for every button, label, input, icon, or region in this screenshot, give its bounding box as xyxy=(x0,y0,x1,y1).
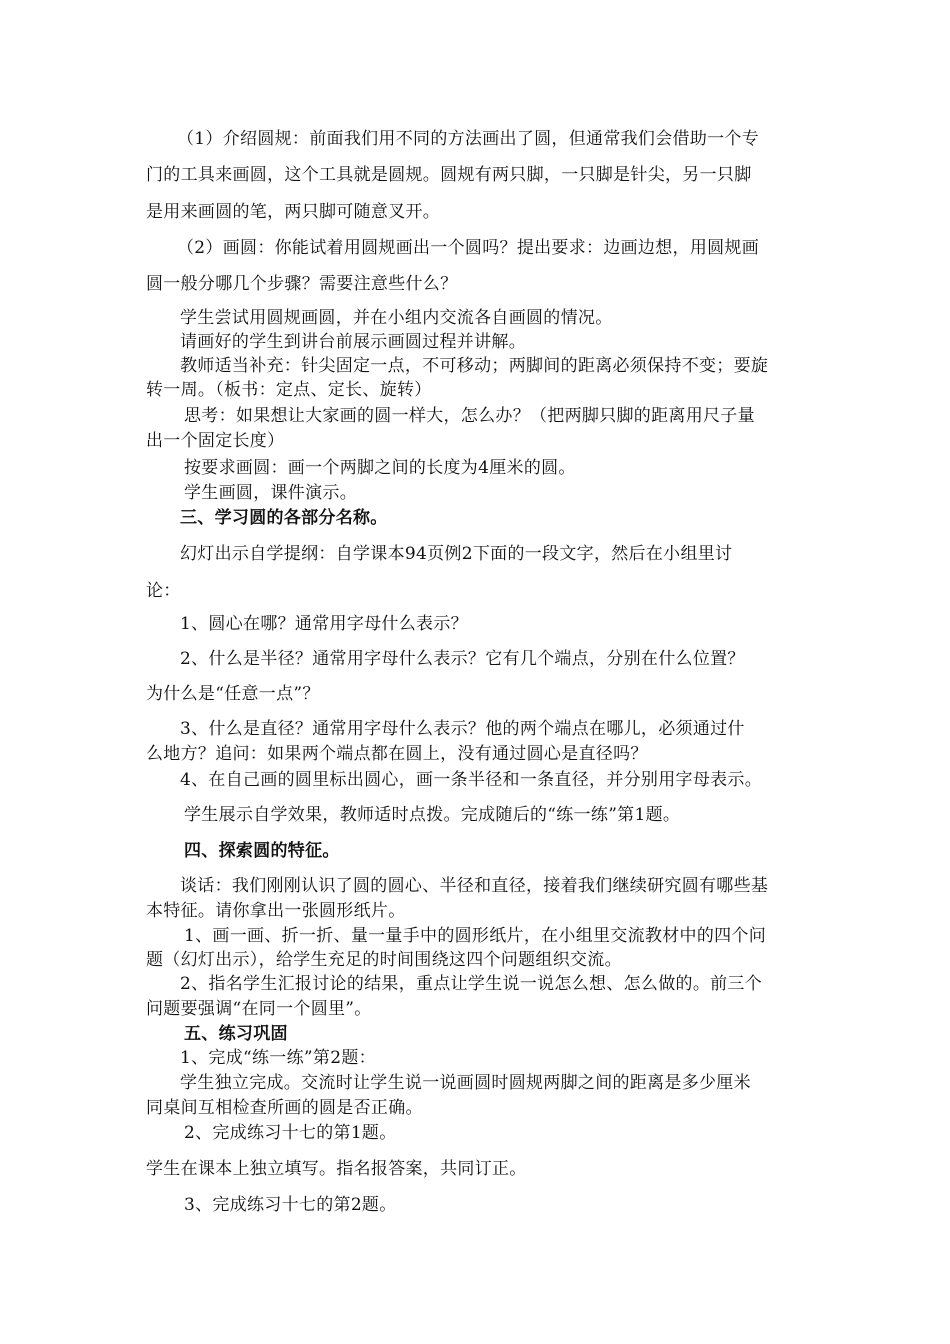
paragraph-line: 谈话：我们刚刚认识了圆的圆心、半径和直径，接着我们继续研究圆有哪些基 xyxy=(180,876,769,896)
paragraph-line: 3、完成练习十七的第2题。 xyxy=(184,1195,397,1215)
paragraph-line: 学生独立完成。交流时让学生说一说画圆时圆规两脚之间的距离是多少厘米 xyxy=(180,1073,751,1093)
paragraph-line: 同桌间互相检查所画的圆是否正确。 xyxy=(146,1098,423,1118)
paragraph-line: 学生展示自学效果，教师适时点拨。完成随后的“练一练”第1题。 xyxy=(184,805,681,825)
paragraph-line: 3、什么是直径？通常用字母什么表示？他的两个端点在哪儿，必须通过什 xyxy=(180,719,745,739)
paragraph-line: 1、画一画、折一折、量一量手中的圆形纸片，在小组里交流教材中的四个问 xyxy=(184,926,767,946)
paragraph-line: 是用来画圆的笔，两只脚可随意叉开。 xyxy=(146,202,441,222)
paragraph-line: 1、完成“练一练”第2题： xyxy=(180,1048,376,1068)
paragraph-line: 学生在课本上独立填写。指名报答案，共同订正。 xyxy=(146,1159,527,1179)
paragraph-line: 幻灯出示自学提纲：自学课本94页例2下面的一段文字，然后在小组里讨 xyxy=(180,544,733,564)
section-heading: 五、练习巩固 xyxy=(184,1024,288,1044)
paragraph-line: 教师适当补充：针尖固定一点，不可移动；两脚间的距离必须保持不变；要旋 xyxy=(180,356,769,376)
paragraph-line: 转一周。（板书：定点、定长、旋转） xyxy=(146,380,432,400)
paragraph-line: 题（幻灯出示），给学生充足的时间围绕这四个问题组织交流。 xyxy=(146,950,622,970)
paragraph-line: 么地方？追问：如果两个端点都在圆上，没有通过圆心是直径吗？ xyxy=(146,744,648,764)
paragraph-line: 思考：如果想让大家画的圆一样大，怎么办？（把两脚只脚的距离用尺子量 xyxy=(184,406,755,426)
paragraph-line: 门的工具来画圆，这个工具就是圆规。圆规有两只脚，一只脚是针尖，另一只脚 xyxy=(146,165,752,185)
paragraph-line: 1、圆心在哪？通常用字母什么表示？ xyxy=(180,614,468,634)
section-heading: 三、学习圆的各部分名称。 xyxy=(180,508,388,528)
paragraph-line: （2）画圆：你能试着用圆规画出一个圆吗？提出要求：边画边想，用圆规画 xyxy=(177,238,760,258)
paragraph-line: 按要求画圆：画一个两脚之间的长度为4厘米的圆。 xyxy=(184,458,576,478)
paragraph-line: （1）介绍圆规：前面我们用不同的方法画出了圆，但通常我们会借助一个专 xyxy=(177,129,760,149)
paragraph-line: 2、完成练习十七的第1题。 xyxy=(184,1123,397,1143)
paragraph-line: 出一个固定长度） xyxy=(146,431,285,451)
paragraph-line: 问题要强调“在同一个圆里”。 xyxy=(146,999,372,1019)
paragraph-line: 4、在自己画的圆里标出圆心，画一条半径和一条直径，并分别用字母表示。 xyxy=(180,770,763,790)
paragraph-line: 请画好的学生到讲台前展示画圆过程并讲解。 xyxy=(180,332,526,352)
paragraph-line: 2、指名学生汇报讨论的结果，重点让学生说一说怎么想、怎么做的。前三个 xyxy=(180,974,763,994)
section-heading: 四、探索圆的特征。 xyxy=(184,841,340,861)
paragraph-line: 学生画圆，课件演示。 xyxy=(184,483,357,503)
paragraph-line: 学生尝试用圆规画圆，并在小组内交流各自画圆的情况。 xyxy=(180,308,613,328)
paragraph-line: 2、什么是半径？通常用字母什么表示？它有几个端点，分别在什么位置？ xyxy=(180,649,745,669)
paragraph-line: 论： xyxy=(146,581,181,601)
paragraph-line: 圆一般分哪几个步骤？需要注意些什么？ xyxy=(146,274,458,294)
paragraph-line: 为什么是“任意一点”？ xyxy=(146,684,320,704)
paragraph-line: 本特征。请你拿出一张圆形纸片。 xyxy=(146,901,406,921)
